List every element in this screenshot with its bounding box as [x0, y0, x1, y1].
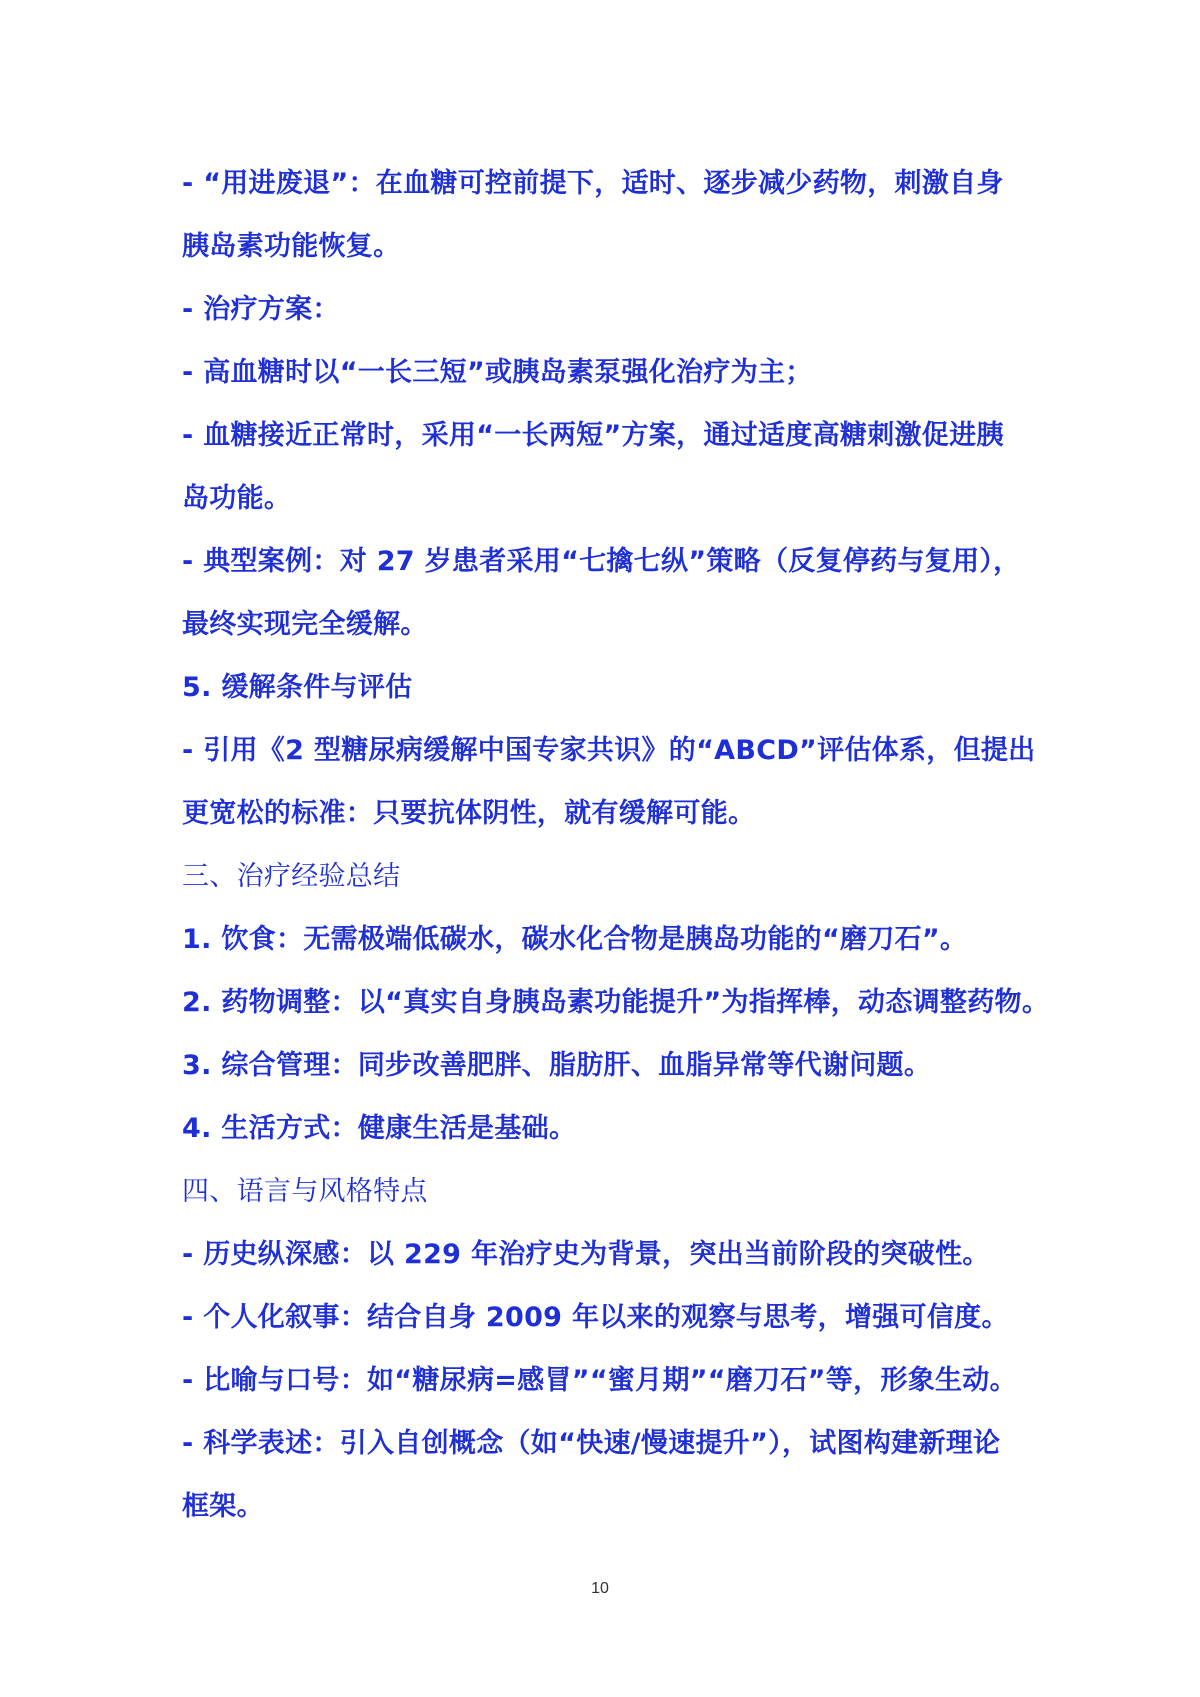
text-line: 岛功能。 [182, 483, 292, 514]
text-line: - 历史纵深感：以 229 年治疗史为背景，突出当前阶段的突破性。 [182, 1239, 990, 1270]
text-line: 胰岛素功能恢复。 [182, 231, 401, 262]
text-line: 最终实现完全缓解。 [182, 609, 428, 640]
text-line: 4. 生活方式：健康生活是基础。 [182, 1113, 577, 1144]
document-body [182, 152, 1062, 1538]
text-line: - 治疗方案： [182, 294, 340, 325]
text-line: 三、治疗经验总结 [182, 861, 401, 892]
text-line: 1. 饮食：无需极端低碳水，碳水化合物是胰岛功能的“磨刀石”。 [182, 924, 968, 955]
text-line: - 引用《2 型糖尿病缓解中国专家共识》的“ABCD”评估体系，但提出 [182, 735, 1036, 766]
text-line: 3. 综合管理：同步改善肥胖、脂肪肝、血脂异常等代谢问题。 [182, 1050, 932, 1081]
text-line: - 高血糖时以“一长三短”或胰岛素泵强化治疗为主； [182, 357, 813, 388]
text-line: - 个人化叙事：结合自身 2009 年以来的观察与思考，增强可信度。 [182, 1302, 1009, 1333]
text-line: - 血糖接近正常时，采用“一长两短”方案，通过适度高糖刺激促进胰 [182, 420, 1004, 451]
text-line: - 典型案例：对 27 岁患者采用“七擒七纵”策略（反复停药与复用）， [182, 546, 1021, 577]
text-line: - 科学表述：引入自创概念（如“快速/慢速提升”），试图构建新理论 [182, 1428, 1001, 1459]
text-line: 更宽松的标准：只要抗体阴性，就有缓解可能。 [182, 798, 756, 829]
text-line: 框架。 [182, 1491, 264, 1522]
text-line: - “用进废退”：在血糖可控前提下，适时、逐步减少药物，刺激自身 [182, 168, 1004, 199]
text-line: 四、语言与风格特点 [182, 1176, 428, 1207]
page-number: 10 [591, 1580, 609, 1597]
text-line: 5. 缓解条件与评估 [182, 672, 413, 703]
text-line: - 比喻与口号：如“糖尿病=感冒”“蜜月期”“磨刀石”等，形象生动。 [182, 1365, 1017, 1396]
text-line: 2. 药物调整：以“真实自身胰岛素功能提升”为指挥棒，动态调整药物。 [182, 987, 1050, 1018]
